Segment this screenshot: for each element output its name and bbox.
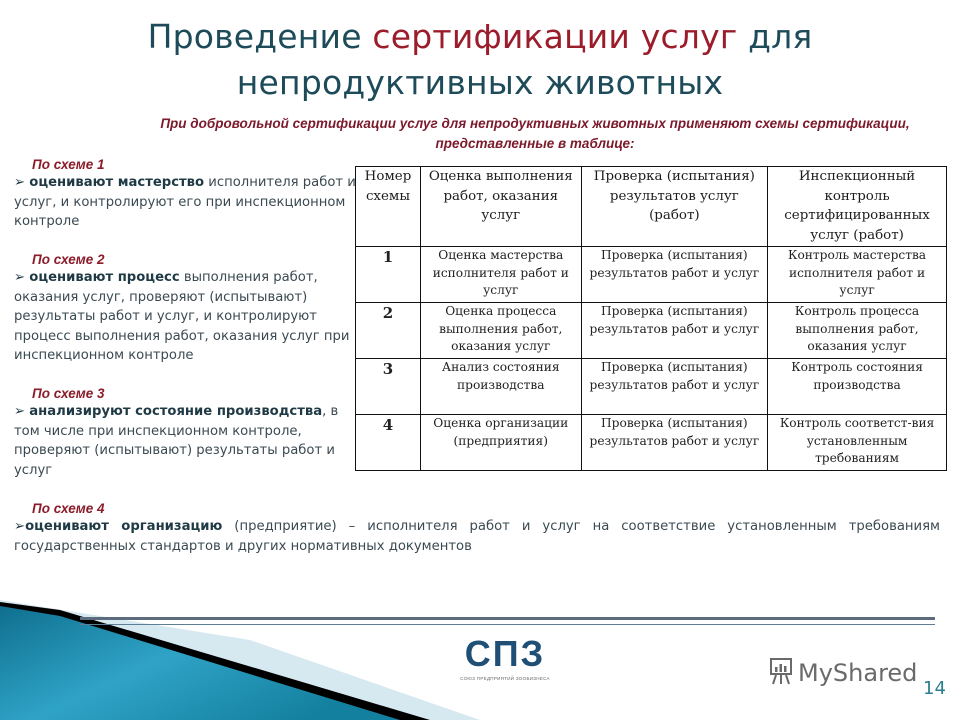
scheme-label: По схеме 3: [32, 386, 105, 401]
cell: Оценка процесса выполнения работ, оказания услуг: [420, 303, 581, 359]
scheme-2-block: [14, 251, 356, 366]
logo-text: СПЗ: [464, 633, 546, 674]
title-part1: Проведение: [147, 17, 373, 56]
scheme-text: (предприятие) – исполнителя работ и услуг на соответствие установленным требованиям государственных стандартов и других нормативных документов: [14, 519, 940, 554]
slide-title: [0, 14, 960, 106]
cell-scheme-number: 4: [356, 415, 421, 471]
table-row: [356, 415, 947, 471]
scheme-1-block: [14, 156, 356, 232]
table-header-row: [356, 167, 947, 247]
scheme-bold-text: анализируют состояние производства: [29, 404, 323, 419]
cell: Проверка (испытания) результатов работ и услуг: [581, 415, 768, 471]
watermark-text: MyShared: [798, 659, 918, 687]
scheme-bold-text: оценивают мастерство: [29, 175, 205, 190]
bullet-arrow-icon: ➢: [14, 270, 26, 285]
scheme-label: По схеме 1: [32, 157, 105, 172]
scheme-3-block: [14, 385, 356, 480]
title-accent: сертификации услуг: [372, 17, 738, 56]
cell: Контроль соответст-вия установленным требованиям: [768, 415, 947, 471]
cell: Оценка мастерства исполнителя работ и услуг: [420, 247, 581, 303]
scheme-text: , в том числе при инспекционном контроле, проверяют (испытывают) результаты работ и услуг: [14, 404, 339, 478]
table-row: [356, 247, 947, 303]
cell: Контроль состояния производства: [768, 359, 947, 415]
myshared-watermark: [768, 656, 917, 692]
title-line2: непродуктивных животных: [236, 63, 724, 102]
footer-divider-thin: [80, 624, 935, 625]
cell-scheme-number: 1: [356, 247, 421, 303]
cell: Проверка (испытания) результатов работ и услуг: [581, 303, 768, 359]
footer-divider-thick: [80, 617, 935, 620]
cell: Оценка организации (предприятия): [420, 415, 581, 471]
page-number: 14: [923, 678, 946, 699]
cell: Проверка (испытания) результатов работ и услуг: [581, 247, 768, 303]
slide-subtitle: При добровольной сертификации услуг для непродуктивных животных применяют схемы сертификации, представленные в таблице:: [160, 116, 910, 151]
cell: Контроль мастерства исполнителя работ и услуг: [768, 247, 947, 303]
bullet-arrow-icon: ➢: [14, 175, 26, 190]
presentation-board-icon: [768, 656, 794, 692]
title-part2: для: [737, 17, 813, 56]
header-scheme-number: Номер схемы: [356, 167, 421, 247]
header-results-testing: Проверка (испытания) результатов услуг (работ): [581, 167, 768, 247]
scheme-label: По схеме 2: [32, 252, 105, 267]
certification-schemes-table: [355, 166, 947, 471]
header-work-evaluation: Оценка выполнения работ, оказания услуг: [420, 167, 581, 247]
cell-scheme-number: 3: [356, 359, 421, 415]
cell: Проверка (испытания) результатов работ и услуг: [581, 359, 768, 415]
logo-subtext: СОЮЗ ПРЕДПРИЯТИЙ ЗООБИЗНЕСА: [460, 676, 550, 681]
scheme-bold-text: оценивают организацию: [25, 519, 223, 534]
scheme-label: По схеме 4: [32, 501, 105, 516]
scheme-4-block: [14, 500, 940, 556]
decorative-swoosh: [0, 580, 480, 720]
cell: Анализ состояния производства: [420, 359, 581, 415]
cell: Контроль процесса выполнения работ, оказания услуг: [768, 303, 947, 359]
cell-scheme-number: 2: [356, 303, 421, 359]
scheme-bold-text: оценивают процесс: [29, 270, 180, 285]
bullet-arrow-icon: ➢: [14, 404, 26, 419]
header-inspection-control: Инспекционный контроль сертифицированных услуг (работ): [768, 167, 947, 247]
table-row: [356, 359, 947, 415]
spz-logo: [450, 634, 560, 684]
bullet-arrow-icon: ➢: [14, 519, 26, 534]
scheme-text: выполнения работ, оказания услуг, проверяют (испытывают) результаты работ и услуг, и контролируют процесс выполнения работ, оказания услуг при инспекционном контроле: [14, 270, 350, 363]
scheme-text: исполнителя работ и услуг, и контролируют его при инспекционном контроле: [14, 175, 356, 229]
table-row: [356, 303, 947, 359]
